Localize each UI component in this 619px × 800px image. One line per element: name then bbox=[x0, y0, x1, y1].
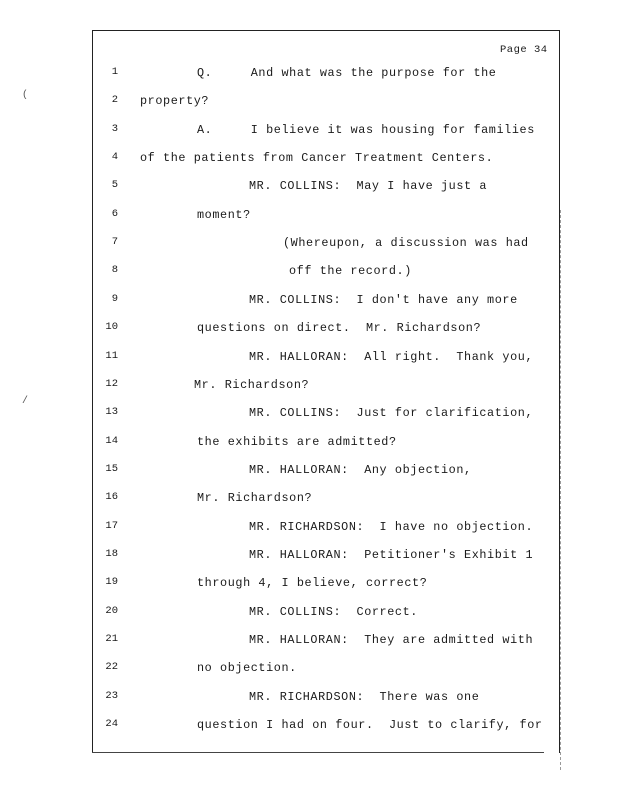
line-number: 20 bbox=[105, 605, 118, 617]
line-number: 21 bbox=[105, 633, 118, 645]
transcript-line bbox=[0, 690, 619, 706]
transcript-line bbox=[0, 208, 619, 224]
line-text: MR. COLLINS: Correct. bbox=[249, 605, 418, 619]
line-text: no objection. bbox=[197, 661, 297, 675]
line-text: through 4, I believe, correct? bbox=[197, 576, 428, 590]
line-number: 18 bbox=[105, 548, 118, 560]
transcript-line bbox=[0, 718, 619, 734]
line-number: 6 bbox=[111, 208, 118, 220]
line-number: 17 bbox=[105, 520, 118, 532]
transcript-line bbox=[0, 378, 619, 394]
line-number: 19 bbox=[105, 576, 118, 588]
line-text: A. I believe it was housing for families bbox=[197, 123, 535, 137]
line-text: MR. HALLORAN: Petitioner's Exhibit 1 bbox=[249, 548, 534, 562]
line-number: 3 bbox=[111, 123, 118, 135]
line-text: property? bbox=[140, 94, 210, 108]
line-text: question I had on four. Just to clarify, for bbox=[197, 718, 543, 732]
line-text: Q. And what was the purpose for the bbox=[197, 66, 497, 80]
line-text: MR. RICHARDSON: There was one bbox=[249, 690, 480, 704]
transcript-line bbox=[0, 435, 619, 451]
line-number: 13 bbox=[105, 406, 118, 418]
page-bottom-edge bbox=[92, 752, 544, 753]
line-text: questions on direct. Mr. Richardson? bbox=[197, 321, 482, 335]
line-number: 22 bbox=[105, 661, 118, 673]
transcript-line bbox=[0, 605, 619, 621]
line-text: MR. COLLINS: May I have just a bbox=[249, 179, 488, 193]
transcript-line bbox=[0, 350, 619, 366]
line-text: MR. HALLORAN: Any objection, bbox=[249, 463, 472, 477]
transcript-line bbox=[0, 463, 619, 479]
line-number: 10 bbox=[105, 321, 118, 333]
transcript-line bbox=[0, 293, 619, 309]
margin-mark: / bbox=[22, 396, 29, 407]
line-number: 5 bbox=[111, 179, 118, 191]
transcript-line bbox=[0, 151, 619, 167]
transcript-line bbox=[0, 576, 619, 592]
line-text: off the record.) bbox=[289, 264, 412, 278]
line-number: 24 bbox=[105, 718, 118, 730]
transcript-line bbox=[0, 406, 619, 422]
transcript-line bbox=[0, 520, 619, 536]
line-number: 7 bbox=[111, 236, 118, 248]
line-text: MR. COLLINS: Just for clarification, bbox=[249, 406, 534, 420]
transcript-line bbox=[0, 236, 619, 252]
line-number: 1 bbox=[111, 66, 118, 78]
transcript-line bbox=[0, 264, 619, 280]
line-text: Mr. Richardson? bbox=[197, 491, 313, 505]
page-number: Page 34 bbox=[500, 44, 548, 56]
transcript-line bbox=[0, 321, 619, 337]
line-number: 2 bbox=[111, 94, 118, 106]
line-number: 9 bbox=[111, 293, 118, 305]
line-text: of the patients from Cancer Treatment Centers. bbox=[140, 151, 494, 165]
line-number: 23 bbox=[105, 690, 118, 702]
line-number: 14 bbox=[105, 435, 118, 447]
transcript-line bbox=[0, 661, 619, 677]
transcript-line bbox=[0, 66, 619, 82]
transcript-line bbox=[0, 123, 619, 139]
line-text: MR. HALLORAN: All right. Thank you, bbox=[249, 350, 534, 364]
transcript-line bbox=[0, 491, 619, 507]
line-text: MR. COLLINS: I don't have any more bbox=[249, 293, 518, 307]
transcript-line bbox=[0, 548, 619, 564]
line-text: moment? bbox=[197, 208, 251, 222]
line-number: 8 bbox=[111, 264, 118, 276]
line-number: 15 bbox=[105, 463, 118, 475]
transcript-line bbox=[0, 179, 619, 195]
line-number: 4 bbox=[111, 151, 118, 163]
line-text: (Whereupon, a discussion was had bbox=[283, 236, 529, 250]
line-text: the exhibits are admitted? bbox=[197, 435, 397, 449]
line-text: Mr. Richardson? bbox=[194, 378, 310, 392]
transcript-line bbox=[0, 94, 619, 110]
line-text: MR. RICHARDSON: I have no objection. bbox=[249, 520, 534, 534]
line-number: 12 bbox=[105, 378, 118, 390]
line-number: 11 bbox=[105, 350, 118, 362]
margin-mark: ( bbox=[22, 90, 29, 101]
transcript-line bbox=[0, 633, 619, 649]
line-number: 16 bbox=[105, 491, 118, 503]
line-text: MR. HALLORAN: They are admitted with bbox=[249, 633, 534, 647]
